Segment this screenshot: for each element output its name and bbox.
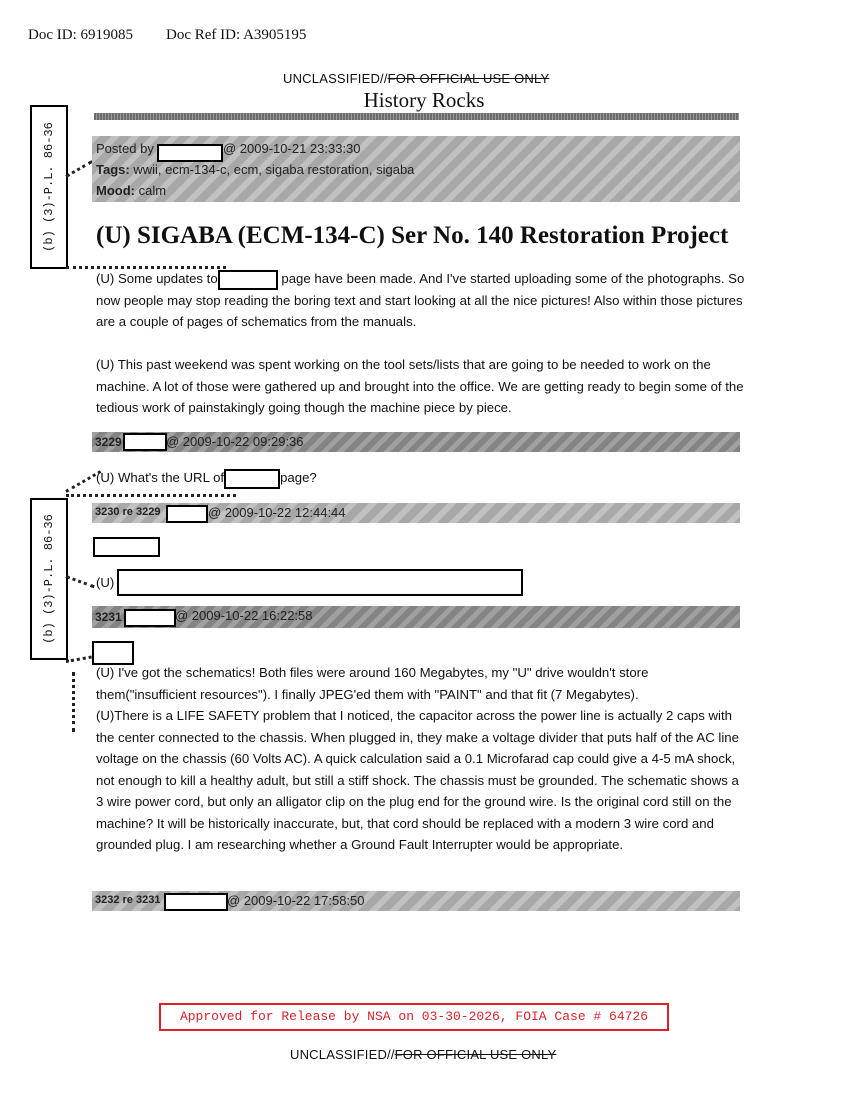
posted-by bbox=[96, 141, 154, 156]
leader-dots bbox=[65, 575, 94, 588]
post-paragraph-2: (U) This past weekend was spent working on the tool sets/lists that are going to be needed to work on the machine. A lot of those were gathered up and brought into the office. We are getting ready to begin some of the tedious work of painstakingly going though the machine piece by piece. bbox=[96, 357, 744, 415]
release-stamp: Approved for Release by NSA on 03-30-2026, FOIA Case # 64726 bbox=[159, 1003, 669, 1031]
exemption-label: (b) (3)-P.L. 86-36 bbox=[42, 122, 56, 252]
post-paragraph-1 bbox=[96, 268, 746, 333]
posted-by-label: Posted by bbox=[96, 141, 154, 156]
comment-timestamp: @ 2009-10-22 16:22:58 bbox=[175, 608, 313, 623]
mood-value: calm bbox=[138, 183, 167, 198]
redaction-box bbox=[93, 537, 160, 557]
comment-timestamp: @ 2009-10-22 17:58:50 bbox=[227, 893, 365, 908]
doc-ref-id: Doc Ref ID: A3905195 bbox=[166, 27, 307, 43]
redaction-box bbox=[157, 144, 223, 162]
redaction-box bbox=[117, 569, 523, 596]
classification-marking-bottom bbox=[290, 1047, 556, 1062]
classification-prefix: UNCLASSIFIED// bbox=[283, 71, 388, 86]
comment-id: 3229 bbox=[95, 435, 122, 449]
title-rule bbox=[94, 113, 739, 120]
exemption-label: (b) (3)-P.L. 86-36 bbox=[42, 514, 56, 644]
post-heading: (U) SIGABA (ECM-134-C) Ser No. 140 Restoration Project bbox=[96, 222, 729, 249]
exemption-box-2 bbox=[30, 498, 68, 660]
leader-dots bbox=[65, 160, 92, 178]
comment-text: (U) bbox=[96, 575, 115, 590]
para1-rest: page have been made. And I've started uploading some of the photographs. So now people may stop reading the boring text and start looking at all the nice pictures! Also within those pictures are a couple of pages of schematics from the manuals. bbox=[96, 271, 745, 330]
comment-text-start: (U) What's the URL of bbox=[96, 470, 225, 485]
classification-prefix: UNCLASSIFIED// bbox=[290, 1047, 395, 1062]
comment-timestamp: @ 2009-10-22 09:29:36 bbox=[166, 434, 304, 449]
leader-dots bbox=[66, 494, 236, 497]
tags-label: Tags: bbox=[96, 162, 130, 177]
post-timestamp: @ 2009-10-21 23:33:30 bbox=[223, 141, 361, 156]
classification-struck: FOR OFFICIAL USE ONLY bbox=[387, 71, 550, 86]
redaction-box bbox=[123, 433, 167, 451]
comment-text: (U)There is a LIFE SAFETY problem that I noticed, the capacitor across the power line is actually 2 caps with the center connected to the chassis. When plugged in, they make a voltage divider that puts half of the AC line voltage on the chassis (60 Volts AC). A quick calculation said a 0.1 Microfarad cap could give a 4-5 mA shock, not enough to kill a healthy adult, but still a stiff shock. The chassis must be grounded. The schematic shows a 3 wire power cord, but only an alligator clip on the plug end for the ground wire. Is the original cord still on the machine? It will be historically inaccurate, but, that cord should be replaced with a modern 3 wire cord and grounded plug. I am researching whether a Ground Fault Interrupter would be appropriate. bbox=[96, 708, 739, 852]
classification-marking-top bbox=[283, 71, 549, 86]
tags-value: wwii, ecm-134-c, ecm, sigaba restoration, sigaba bbox=[133, 162, 415, 177]
mood-label: Mood: bbox=[96, 183, 135, 198]
para1-start: (U) Some updates to bbox=[96, 271, 218, 286]
comment-timestamp: @ 2009-10-22 12:44:44 bbox=[208, 505, 346, 520]
redaction-box bbox=[166, 505, 208, 523]
comment-text bbox=[96, 467, 746, 489]
leader-dots bbox=[72, 672, 75, 732]
comment-text-end: page? bbox=[280, 470, 317, 485]
doc-id: Doc ID: 6919085 bbox=[28, 27, 133, 43]
redaction-box bbox=[218, 270, 278, 290]
exemption-box-1 bbox=[30, 105, 68, 269]
comment-id: 3232 re 3231 bbox=[95, 894, 161, 906]
blog-title: History Rocks bbox=[363, 88, 485, 112]
comment-text: (U) I've got the schematics! Both files were around 160 Megabytes, my "U" drive wouldn't store them("insufficient resources"). I finally JPEG'ed them with "PAINT" and that fit (7 Megabytes). bbox=[96, 665, 649, 702]
comment-id: 3230 re 3229 bbox=[95, 506, 161, 518]
post-mood bbox=[96, 183, 166, 198]
redaction-box bbox=[164, 893, 228, 911]
post-tags bbox=[96, 162, 414, 177]
redaction-box bbox=[224, 469, 280, 489]
comment-id: 3231 bbox=[95, 610, 122, 624]
classification-struck: FOR OFFICIAL USE ONLY bbox=[394, 1047, 557, 1062]
redaction-box bbox=[124, 609, 176, 627]
